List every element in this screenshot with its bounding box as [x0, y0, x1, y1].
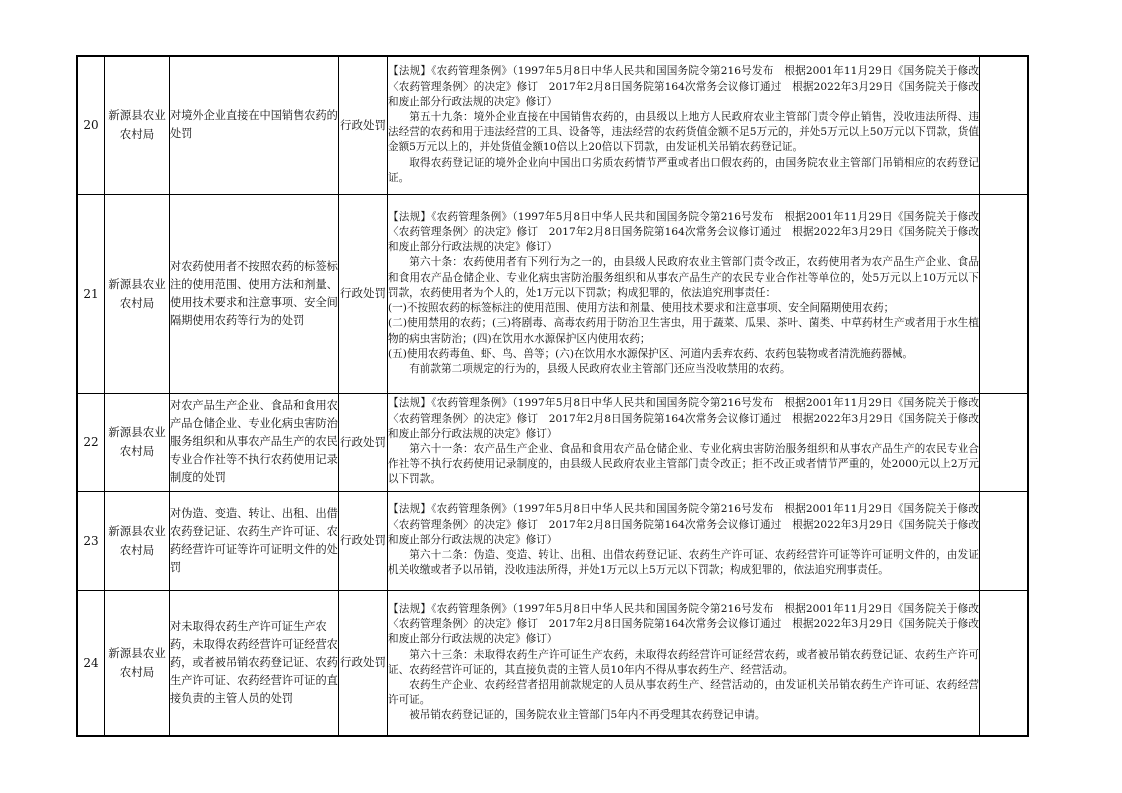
remarks-cell — [980, 393, 1029, 491]
department-cell: 新源县农业农村局 — [105, 491, 170, 590]
power-type-cell: 行政处罚 — [339, 491, 388, 590]
table-row — [77, 491, 1028, 590]
legal-basis-cell — [388, 56, 980, 194]
department-cell: 新源县农业农村局 — [105, 194, 170, 393]
item-name-cell: 对农产品生产企业、食品和食用农产品仓储企业、专业化病虫害防治服务组织和从事农产品生产的农民专业合作社等不执行农药使用记录制度的处罚 — [170, 393, 339, 491]
legal-basis-cell — [388, 194, 980, 393]
basis-paragraph: (五)使用农药毒鱼、虾、鸟、兽等；(六)在饮用水水源保护区、河道内丢弃农药、农药包装物或者清洗施药器械。 — [388, 347, 914, 360]
basis-paragraph: 第六十三条：未取得农药生产许可证生产农药，未取得农药经营许可证经营农药，或者被吊销农药登记证、农药生产许可证、农药经营许可证的，其直接负责的主管人员10年内不得从事农药生产、经营活动。 — [388, 648, 979, 676]
department-cell: 新源县农业农村局 — [105, 56, 170, 194]
item-name-cell: 对境外企业直接在中国销售农药的处罚 — [170, 56, 339, 194]
table-row — [77, 194, 1028, 393]
row-number: 24 — [77, 590, 105, 736]
table-row — [77, 393, 1028, 491]
item-name-cell: 对伪造、变造、转让、出租、出借农药登记证、农药生产许可证、农药经营许可证等许可证明文件的处罚 — [170, 491, 339, 590]
basis-paragraph: 【法规】《农药管理条例》（1997年5月8日中华人民共和国国务院令第216号发布 根据2001年11月29日《国务院关于修改〈农药管理条例〉的决定》修订 2017年2月8日国务院第164次常务会议修订通过 根据2022年3月29日《国务院关于修改和废止部分行政法规的决定》修订） — [388, 503, 979, 546]
power-type-cell: 行政处罚 — [339, 194, 388, 393]
department-cell: 新源县农业农村局 — [105, 393, 170, 491]
basis-paragraph: 【法规】《农药管理条例》（1997年5月8日中华人民共和国国务院令第216号发布 根据2001年11月29日《国务院关于修改〈农药管理条例〉的决定》修订 2017年2月8日国务院第164次常务会议修订通过 根据2022年3月29日《国务院关于修改和废止部分行政法规的决定》修订） — [388, 602, 979, 646]
basis-paragraph: 第五十九条：境外企业直接在中国销售农药的，由县级以上地方人民政府农业主管部门责令停止销售，没收违法所得、违法经营的农药和用于违法经营的工具、设备等，违法经营的农药货值金额不足5万元的，并处5万元以上50万元以下罚款，货值金额5万元以上的，并处货值金额10倍以上20倍以下罚款，由发证机关吊销农药登记证。 — [388, 111, 979, 154]
basis-paragraph: 有前款第二项规定的行为的，县级人民政府农业主管部门还应当没收禁用的农药。 — [409, 362, 791, 375]
legal-basis-cell — [388, 491, 980, 590]
power-type-cell: 行政处罚 — [339, 393, 388, 491]
row-number: 20 — [77, 56, 105, 194]
row-number: 21 — [77, 194, 105, 393]
row-number: 22 — [77, 393, 105, 491]
power-type-cell: 行政处罚 — [339, 590, 388, 736]
power-list-table — [76, 55, 1029, 737]
basis-paragraph: 第六十条：农药使用者有下列行为之一的，由县级人民政府农业主管部门责令改正，农药使用者为农产品生产企业、食品和食用农产品仓储企业、专业化病虫害防治服务组织和从事农产品生产的农民专业合作社等单位的，处5万元以上10万元以下罚款，农药使用者为个人的，处1万元以下罚款；构成犯罪的，依法追究刑事责任： — [388, 256, 979, 299]
basis-paragraph: 取得农药登记证的境外企业向中国出口劣质农药情节严重或者出口假农药的，由国务院农业主管部门吊销相应的农药登记证。 — [388, 156, 979, 184]
power-type-cell: 行政处罚 — [339, 56, 388, 194]
table-row — [77, 56, 1028, 194]
basis-paragraph: 被吊销农药登记证的，国务院农业主管部门5年内不再受理其农药登记申请。 — [409, 709, 766, 722]
basis-paragraph: 【法规】《农药管理条例》（1997年5月8日中华人民共和国国务院令第216号发布 根据2001年11月29日《国务院关于修改〈农药管理条例〉的决定》修订 2017年2月8日国务院第164次常务会议修订通过 根据2022年3月29日《国务院关于修改和废止部分行政法规的决定》修订） — [388, 65, 979, 108]
basis-paragraph: 【法规】《农药管理条例》（1997年5月8日中华人民共和国国务院令第216号发布 根据2001年11月29日《国务院关于修改〈农药管理条例〉的决定》修订 2017年2月8日国务院第164次常务会议修订通过 根据2022年3月29日《国务院关于修改和废止部分行政法规的决定》修订） — [388, 397, 979, 440]
basis-paragraph: (二)使用禁用的农药；(三)将剧毒、高毒农药用于防治卫生害虫，用于蔬菜、瓜果、茶叶、菌类、中草药材生产或者用于水生植物的病虫害防治；(四)在饮用水水源保护区内使用农药； — [388, 317, 979, 345]
basis-paragraph: 第六十一条：农产品生产企业、食品和食用农产品仓储企业、专业化病虫害防治服务组织和从事农产品生产的农民专业合作社等不执行农药使用记录制度的，由县级人民政府农业主管部门责令改正；拒不改正或者情节严重的，处2000元以上2万元以下罚款。 — [388, 443, 979, 486]
basis-paragraph: 【法规】《农药管理条例》（1997年5月8日中华人民共和国国务院令第216号发布 根据2001年11月29日《国务院关于修改〈农药管理条例〉的决定》修订 2017年2月8日国务院第164次常务会议修订通过 根据2022年3月29日《国务院关于修改和废止部分行政法规的决定》修订） — [388, 210, 979, 254]
item-name-cell: 对未取得农药生产许可证生产农药，未取得农药经营许可证经营农药，或者被吊销农药登记证、农药生产许可证、农药经营许可证的直接负责的主管人员的处罚 — [170, 590, 339, 736]
legal-basis-cell — [388, 393, 980, 491]
department-cell: 新源县农业农村局 — [105, 590, 170, 736]
legal-basis-cell — [388, 590, 980, 736]
remarks-cell — [980, 194, 1029, 393]
basis-paragraph: 农药生产企业、农药经营者招用前款规定的人员从事农药生产、经营活动的，由发证机关吊销农药生产许可证、农药经营许可证。 — [388, 678, 979, 707]
remarks-cell — [980, 56, 1029, 194]
item-name-cell: 对农药使用者不按照农药的标签标注的使用范围、使用方法和剂量、使用技术要求和注意事项、安全间隔期使用农药等行为的处罚 — [170, 194, 339, 393]
basis-paragraph: 第六十二条：伪造、变造、转让、出租、出借农药登记证、农药生产许可证、农药经营许可证等许可证明文件的，由发证机关收缴或者予以吊销，没收违法所得，并处1万元以上5万元以下罚款；构成犯罪的，依法追究刑事责任。 — [388, 549, 979, 577]
remarks-cell — [980, 590, 1029, 736]
row-number: 23 — [77, 491, 105, 590]
table-row — [77, 590, 1028, 736]
basis-paragraph: (一)不按照农药的标签标注的使用范围、使用方法和剂量、使用技术要求和注意事项、安全间隔期使用农药； — [388, 302, 895, 315]
remarks-cell — [980, 491, 1029, 590]
